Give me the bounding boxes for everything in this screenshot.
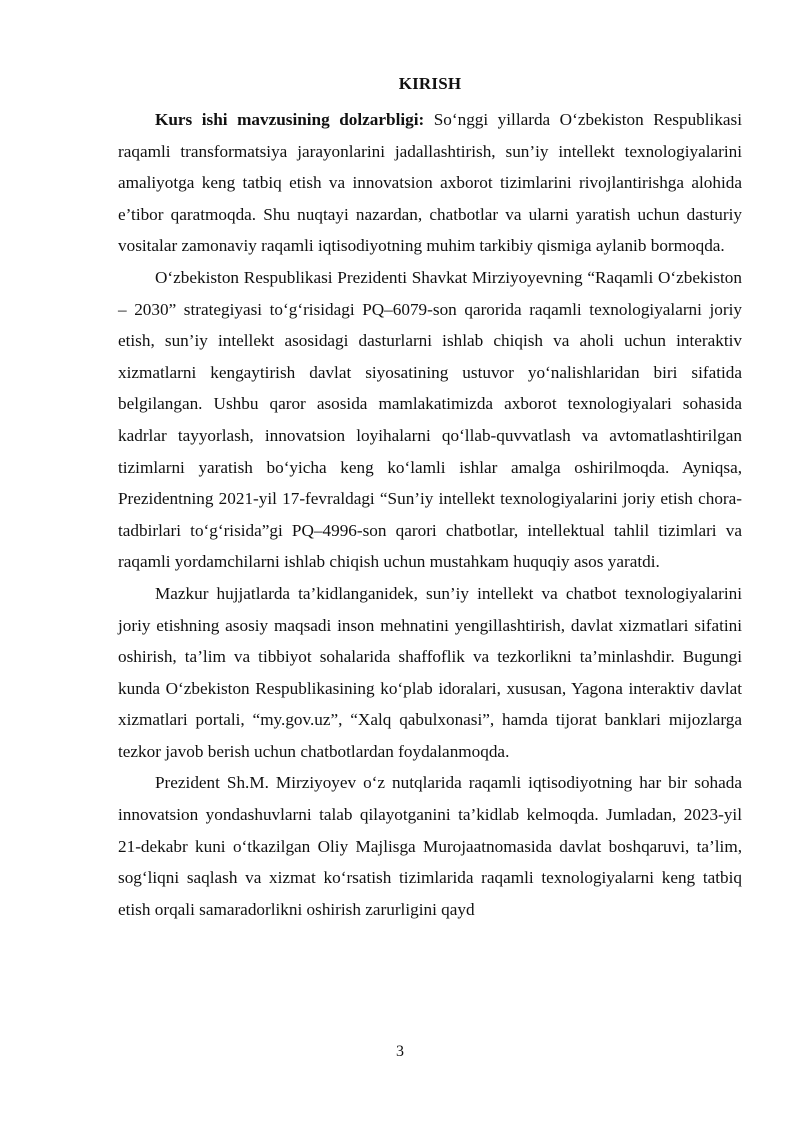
section-heading: KIRISH (398, 74, 462, 93)
paragraph-relevance (118, 104, 742, 262)
page-number: 3 (396, 1043, 404, 1060)
paragraph-text: So‘nggi yillarda O‘zbekiston Respublikasi raqamli transformatsiya jarayonlarini jadallashtirish, sun’iy intellekt texnologiyalarini amaliyotga keng tatbiq etish va innovatsion axborot tizimlarini rivojlantirishga alohida e’tibor qaratmoqda. Shu nuqtayi nazardan, chatbotlar va ularni yaratish uchun dasturiy vositalar zamonaviy raqamli iqtisodiyotning muhim tarkibiy qismiga aylanib bormoqda. (118, 110, 743, 256)
paragraph-text: Prezident Sh.M. Mirziyoyev o‘z nutqlarida raqamli iqtisodiyotning har bir sohada innovatsion yondashuvlarni talab qilayotganini ta’kidlab kelmoqda. Jumladan, 2023-yil 21-dekabr kuni o‘tkazilgan Oliy Majlisga Murojaatnomasida davlat boshqaruvi, ta’lim, sog‘liqni saqlash va xizmat ko‘rsatish tizimlarida raqamli texnologiyalarni keng tatbiq etish orqali samaradorlikni oshirish zarurligini qayd (118, 773, 742, 919)
paragraph-text: O‘zbekiston Respublikasi Prezidenti Shavkat Mirziyoyevning “Raqamli O‘zbekiston – 2030” strategiyasi to‘g‘risidagi PQ–6079-son qarorida raqamli texnologiyalarni joriy etish, sun’iy intellekt asosidagi dasturlarni ishlab chiqish va aholi uchun interaktiv xizmatlarni kengaytirish davlat siyosatining ustuvor yo‘nalishlaridan biri sifatida belgilangan. Ushbu qaror asosida mamlakatimizda axborot texnologiyalari sohasida kadrlar tayyorlash, innovatsion loyihalarni qo‘llab-quvvatlash va avtomatlashtirilgan tizimlarni yaratish bo‘yicha keng ko‘lamli ishlar amalga oshirilmoqda. Ayniqsa, Prezidentning 2021-yil 17-fevraldagi “Sun’iy intellekt texnologiyalarini joriy etish chora-tadbirlari to‘g‘risida”gi PQ–4996-son qarori chatbotlar, intellektual tahlil tizimlari va raqamli yordamchilarni ishlab chiqish uchun mustahkam huquqiy asos yaratdi. (118, 267, 742, 572)
paragraph-president-speech (118, 767, 742, 925)
document-page (118, 74, 742, 925)
paragraph-text: Mazkur hujjatlarda ta’kidlanganidek, sun’iy intellekt va chatbot texnologiyalarini joriy etishning asosiy maqsadi inson mehnatini yengillashtirish, davlat xizmatlari sifatini oshirish, ta’lim va tibbiyot sohalarida shaffoflik va tezkorlikni ta’minlashdir. Bugungi kunda O‘zbekiston Respublikasining ko‘plab idoralari, xususan, Yagona interaktiv davlat xizmatlari portali, “my.gov.uz”, “Xalq qabulxonasi”, hamda tijorat banklari mijozlarga tezkor javob berish uchun chatbotlardan foydalanmoqda. (118, 583, 742, 761)
paragraph-goals (118, 578, 742, 768)
paragraph-strategy (118, 262, 742, 578)
paragraph-lead: Kurs ishi mavzusining dolzarbligi: (155, 110, 425, 129)
